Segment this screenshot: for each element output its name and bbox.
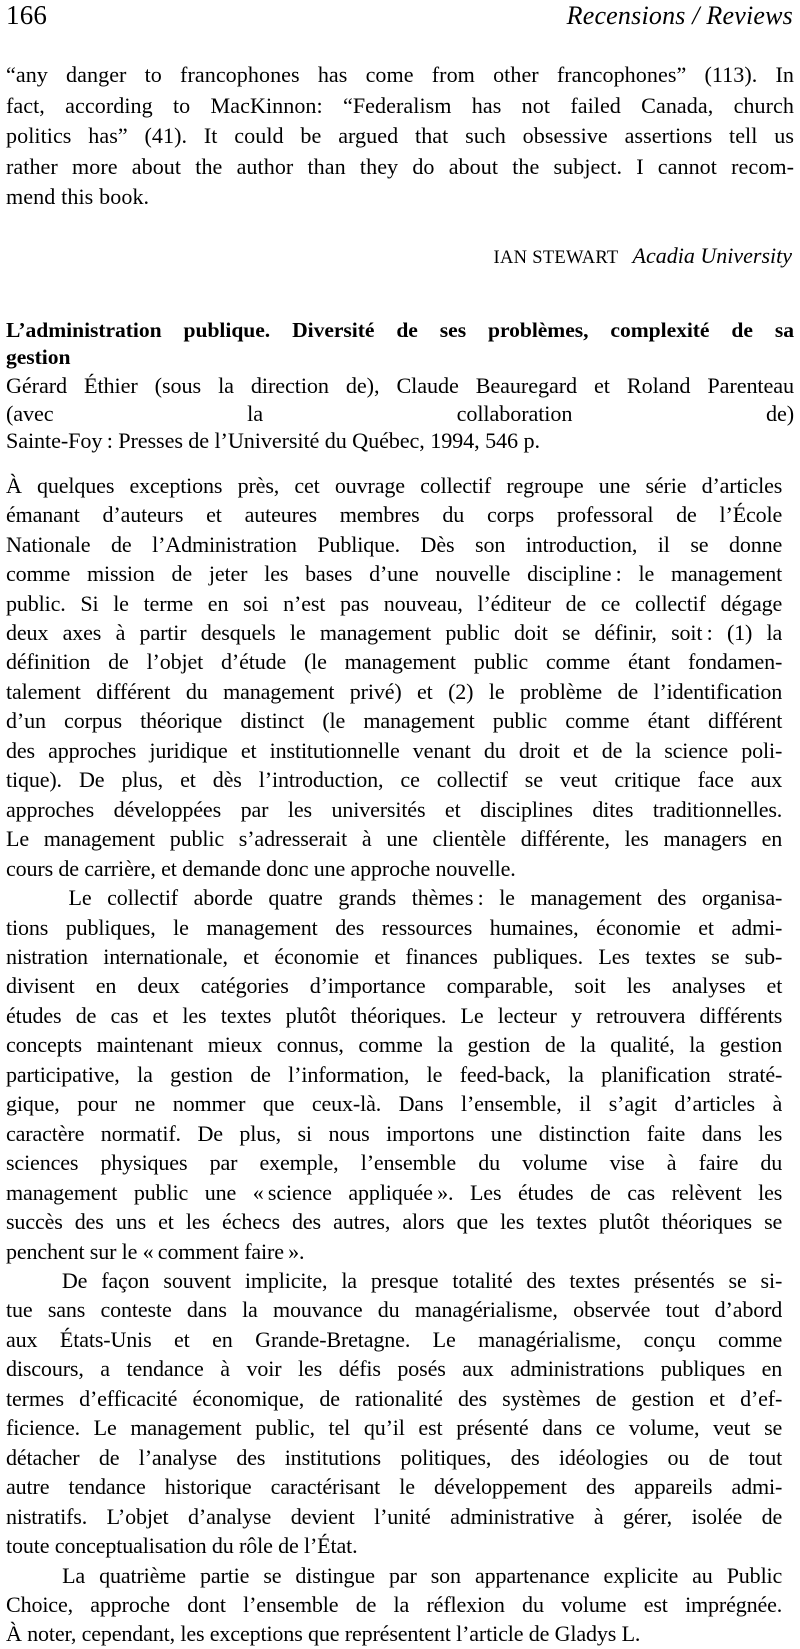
text-line: Le management public s’adresserait à une clientèle différente, les managers en (6, 826, 783, 852)
text-line: ficience. Le management public, tel qu’il est présenté dans ce volume, veut se (6, 1415, 783, 1441)
text-line: nistratifs. L’objet d’analyse devient l’unité administrative à gérer, isolée de (6, 1503, 783, 1529)
text-line: rather more about the author than they do about the subject. I cannot recom- (6, 153, 794, 179)
reviewer-affiliation: Acadia University (632, 242, 792, 268)
text-line: concepts maintenant mieux connus, comme la gestion de la qualité, la gestion (6, 1032, 783, 1058)
text-line: des approches juridique et institutionnelle venant du droit et de la science poli- (6, 737, 783, 763)
text-line: public. Si le terme en soi n’est pas nouveau, l’éditeur de ce collectif dégage (6, 590, 783, 616)
text-line: cours de carrière, et demande donc une approche nouvelle. (6, 855, 516, 881)
text-line: Choice, approche dont l’ensemble de la réflexion du volume est imprégnée. (6, 1591, 783, 1617)
text-line: autre tendance historique caractérisant le développement des appareils admi- (6, 1474, 783, 1500)
text-line: management public une « science appliquée ». Les études de cas relèvent les (6, 1179, 783, 1205)
text-line: comme mission de jeter les bases d’une nouvelle discipline : le management (6, 561, 783, 587)
text-line: termes d’efficacité économique, de rationalité des systèmes de gestion et d’ef- (6, 1385, 783, 1411)
text-line: À quelques exceptions près, cet ouvrage collectif regroupe une série d’articles (6, 472, 783, 498)
book-metadata (6, 372, 794, 455)
text-line: fact, according to MacKinnon: “Federalism has not failed Canada, church (6, 92, 794, 118)
running-head-title: Recensions / Reviews (566, 1, 793, 30)
text-line: caractère normatif. De plus, si nous importons une distinction faite dans les (6, 1120, 783, 1146)
english-review-tail (6, 60, 794, 213)
text-line: émanant d’auteurs et auteures membres du corps professoral de l’École (6, 502, 783, 528)
text-line: Nationale de l’Administration Publique. Dès son introduction, il se donne (6, 531, 783, 557)
text-line: divisent en deux catégories d’importance comparable, soit les analyses et (6, 973, 783, 999)
text-line: approches développées par les universités et disciplines dites traditionnelles. (6, 796, 783, 822)
text-line: talement différent du management privé) et (2) le problème de l’identification (6, 678, 783, 704)
paragraph (6, 1266, 794, 1561)
text-line: deux axes à partir desquels le management public doit se définir, soit : (1) la (6, 620, 783, 646)
text-line: discours, a tendance à voir les défis posés aux administrations publiques en (6, 1356, 783, 1382)
text-line: mend this book. (6, 184, 150, 210)
text-line: toute conceptualisation du rôle de l’État. (6, 1533, 358, 1559)
text-line: À noter, cependant, les exceptions que représentent l’article de Gladys L. (6, 1621, 641, 1647)
text-line: tue sans conteste dans la mouvance du managérialisme, observée tout d’abord (6, 1297, 783, 1323)
paragraph (6, 883, 794, 1266)
book-metadata-line: Sainte-Foy : Presses de l’Université du Québec, 1994, 546 p. (6, 428, 540, 454)
review-attribution (6, 243, 794, 271)
reviewed-book-heading (6, 317, 794, 455)
text-line: nistration internationale, et économie et finances publiques. Les textes se sub- (6, 944, 783, 969)
text-line: tions publiques, le management des ressources humaines, économie et admi- (6, 914, 783, 940)
text-line: “any danger to francophones has come from other francophones” (113). In (6, 62, 794, 87)
book-title (6, 317, 794, 372)
page-number: 166 (6, 0, 48, 30)
text-line: gique, pour ne nommer que ceux-là. Dans l’ensemble, il s’agit d’articles à (6, 1091, 783, 1117)
text-line: aux États-Unis et en Grande-Bretagne. Le managérialisme, conçu comme (6, 1326, 783, 1352)
text-line: La quatrième partie se distingue par son appartenance explicite au Public (6, 1562, 783, 1588)
paragraph (6, 1561, 794, 1649)
text-line: succès des uns et les échecs des autres, alors que les textes plutôt théoriques se (6, 1209, 783, 1235)
review-body (6, 471, 794, 1649)
book-title-line: gestion (6, 345, 71, 370)
book-title-line: L’administration publique. Diversité de ses problèmes, complexité de sa (6, 317, 794, 342)
text-line: études de cas et les textes plutôt théoriques. Le lecteur y retrouvera différents (6, 1002, 783, 1028)
text-line: penchent sur le « comment faire ». (6, 1238, 305, 1264)
text-line: participative, la gestion de l’information, le feed-back, la planification straté- (6, 1061, 783, 1087)
reviewer-name: IAN STEWART (493, 247, 619, 268)
text-line: définition de l’objet d’étude (le management public comme étant fondamen- (6, 649, 783, 675)
text-line: sciences physiques par exemple, l’ensemble du volume vise à faire du (6, 1150, 783, 1176)
text-line: De façon souvent implicite, la presque totalité des textes présentés se si- (6, 1267, 783, 1293)
text-line: détacher de l’analyse des institutions politiques, des idéologies ou de tout (6, 1444, 783, 1470)
text-line: Le collectif aborde quatre grands thèmes : le management des organisa- (6, 885, 783, 911)
book-metadata-line: (avec la collaboration de) (6, 400, 794, 426)
paragraph (6, 471, 794, 883)
running-head (6, 0, 794, 42)
text-line: politics has” (41). It could be argued that such obsessive assertions tell us (6, 123, 794, 149)
text-line: tique). De plus, et dès l’introduction, ce collectif se veut critique face aux (6, 767, 783, 793)
book-metadata-line: Gérard Éthier (sous la direction de), Claude Beauregard et Roland Parenteau (6, 372, 794, 398)
text-line: d’un corpus théorique distinct (le management public comme étant différent (6, 708, 783, 734)
